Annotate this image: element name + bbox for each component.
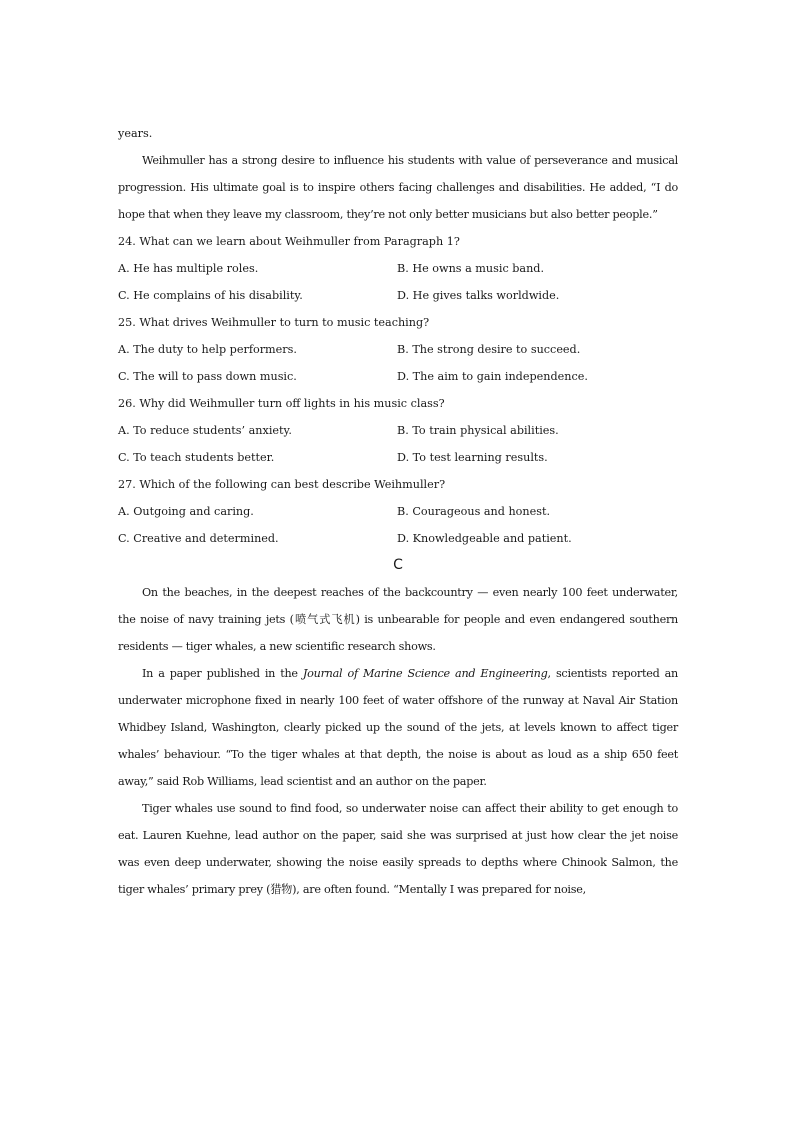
question-27 — [118, 471, 678, 552]
option-row — [118, 444, 678, 471]
question-stem: 26. Why did Weihmuller turn off lights in his music class? — [118, 397, 445, 410]
question-stem: 24. What can we learn about Weihmuller from Paragraph 1? — [118, 235, 460, 248]
question-26 — [118, 390, 678, 471]
option-d[interactable]: D. To test learning results. — [397, 451, 548, 464]
question-24 — [118, 228, 678, 309]
section-title-c: C — [393, 557, 403, 573]
exam-page — [118, 120, 678, 903]
question-stem: 25. What drives Weihmuller to turn to music teaching? — [118, 316, 430, 329]
option-d[interactable]: D. He gives talks worldwide. — [397, 289, 560, 302]
option-b[interactable]: B. He owns a music band. — [397, 262, 545, 275]
question-stem: 27. Which of the following can best describe Weihmuller? — [118, 478, 446, 491]
option-row — [118, 525, 678, 552]
option-c[interactable]: C. He complains of his disability. — [118, 289, 303, 302]
passage-c-paragraph-2 — [118, 660, 678, 795]
option-a[interactable]: A. The duty to help performers. — [118, 343, 297, 356]
passage-c-paragraph-3: Tiger whales use sound to find food, so underwater noise can affect their ability to get enough to eat. Lauren Kuehne, lead author on the paper, said she was surprised at just how clear the jet noise was even deep underwater, showing the noise easily spreads to depths where Chinook Salmon, the tiger whales’ primary prey (猎物), are often found. “Mentally I was prepared for noise, — [118, 802, 678, 896]
option-row — [118, 255, 678, 282]
option-a[interactable]: A. To reduce students’ anxiety. — [118, 424, 292, 437]
option-row — [118, 363, 678, 390]
option-row — [118, 336, 678, 363]
passage-b-goal-paragraph: Weihmuller has a strong desire to influence his students with value of perseverance and musical progression. His ultimate goal is to inspire others facing challenges and disabilities. He added, “I do hope that when they leave my classroom, they’re not only better musicians but also better people.” — [118, 154, 678, 221]
passage-b-fragment: years. — [118, 127, 153, 140]
paragraph-text: , scientists reported an underwater microphone fixed in nearly 100 feet of water offshore of the runway at Naval Air Station Whidbey Island, Washington, clearly picked up the sound of the jets, at levels known to affect tiger whales’ behaviour. “To the tiger whales at that depth, the noise is about as loud as a ship 650 feet away,” said Rob Williams, lead scientist and an author on the paper. — [118, 667, 678, 788]
option-row — [118, 417, 678, 444]
option-d[interactable]: D. Knowledgeable and patient. — [397, 532, 572, 545]
journal-title: Journal of Marine Science and Engineering — [302, 667, 548, 680]
option-c[interactable]: C. The will to pass down music. — [118, 370, 297, 383]
option-b[interactable]: B. Courageous and honest. — [397, 505, 551, 518]
option-row — [118, 282, 678, 309]
option-d[interactable]: D. The aim to gain independence. — [397, 370, 588, 383]
passage-c-paragraph-1: On the beaches, in the deepest reaches of the backcountry — even nearly 100 feet underwater, the noise of navy training jets (喷气式飞机) is unbearable for people and even endangered southern residents — tiger whales, a new scientific research shows. — [118, 586, 678, 653]
option-c[interactable]: C. To teach students better. — [118, 451, 275, 464]
option-c[interactable]: C. Creative and determined. — [118, 532, 279, 545]
option-b[interactable]: B. The strong desire to succeed. — [397, 343, 581, 356]
option-a[interactable]: A. Outgoing and caring. — [118, 505, 254, 518]
option-a[interactable]: A. He has multiple roles. — [118, 262, 259, 275]
option-row — [118, 498, 678, 525]
question-25 — [118, 309, 678, 390]
option-b[interactable]: B. To train physical abilities. — [397, 424, 559, 437]
paragraph-text: In a paper published in the — [142, 667, 303, 680]
